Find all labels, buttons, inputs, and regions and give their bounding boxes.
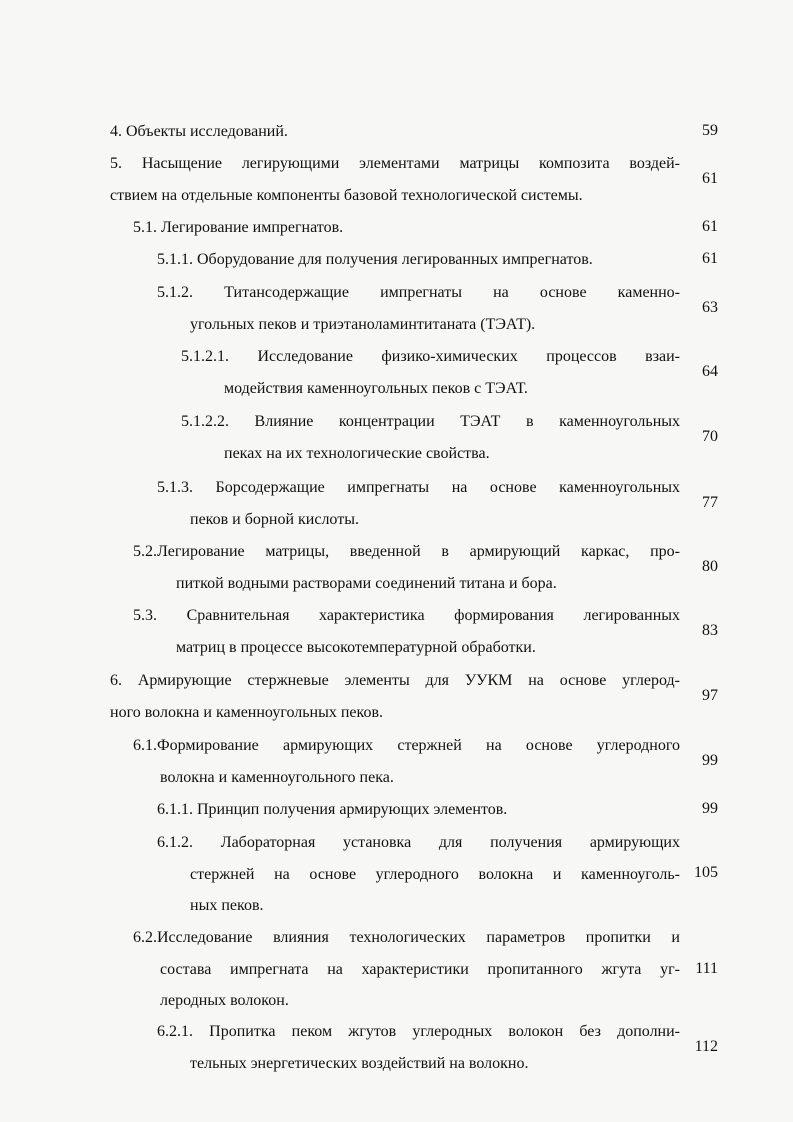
toc-page-number: 61 [702,218,718,235]
toc-entry-title [133,212,680,244]
toc-entry-title [133,730,680,793]
toc-line: 6. Армирующие стержневые элементы для УУКМ на основе углерод- [110,672,680,689]
toc-line: 5.1.1. Оборудование для получения легированных импрегнатов. [157,251,593,268]
toc-entry-title [157,244,680,276]
toc-entry-5-2[interactable] [0,536,793,600]
toc-page-number: 63 [702,299,718,316]
toc-entry-title [157,277,680,340]
toc-page-number: 64 [702,363,718,380]
toc-entry-6-1[interactable] [0,730,793,794]
toc-page-number: 70 [702,428,718,445]
toc-entry-5-1-3[interactable] [0,472,793,536]
toc-page-number: 97 [702,687,718,704]
toc-line: ного волокна и каменноугольных пеков. [110,703,384,721]
toc-entry-5-1[interactable] [0,212,793,244]
toc-entry-5-1-2[interactable] [0,277,793,341]
toc-page-number: 83 [702,622,718,639]
toc-line: стержней на основе углеродного волокна и каменноуголь- [190,865,680,883]
toc-entry-title [157,1016,680,1079]
toc-line: модействия каменноугольных пеков с ТЭАТ. [224,379,528,397]
toc-line: волокна и каменноугольного пека. [160,768,394,786]
toc-line: ствием на отдельные компоненты базовой технологической системы. [110,186,583,204]
toc-entry-title [110,148,680,211]
toc-entry-6-2-1[interactable] [0,1016,793,1080]
toc-line: питкой водными растворами соединений титана и бора. [176,574,557,592]
toc-entry-title [110,116,680,148]
toc-page-number: 111 [695,960,718,977]
toc-entry-title [133,600,680,663]
toc-line: пеков и борной кислоты. [190,510,359,528]
toc-line: 5.3. Сравнительная характеристика формирования легированных [133,607,680,624]
toc-page-number: 61 [702,170,718,187]
toc-line: 5.1. Легирование импрегнатов. [133,219,344,236]
toc-entry-4[interactable] [0,116,793,148]
toc-line: пеках на их технологические свойства. [224,444,490,462]
toc-line: 5. Насыщение легирующими элементами матрицы композита воздей- [110,155,680,172]
toc-line: 5.2.Легирование матрицы, введенной в армирующий каркас, про- [133,543,680,560]
toc-entry-title [110,665,680,728]
toc-line: 6.1.2. Лабораторная установка для получения армирующих [157,834,680,851]
toc-entry-6[interactable] [0,665,793,729]
toc-entry-6-1-2[interactable] [0,827,793,923]
toc-entry-title [133,536,680,599]
toc-entry-5-1-2-1[interactable] [0,341,793,405]
toc-entry-6-2[interactable] [0,922,793,1018]
toc-line: ных пеков. [190,897,264,914]
toc-line: состава импрегната на характеристики пропитанного жгута уг- [160,960,680,978]
toc-line: тельных энергетических воздействий на волокно. [190,1054,529,1072]
toc-entry-title [157,794,680,826]
toc-line: 5.1.2. Титансодержащие импрегнаты на основе каменно- [157,284,680,301]
toc-line: 5.1.3. Борсодержащие импрегнаты на основе каменноугольных [157,479,680,496]
toc-entry-5-1-1[interactable] [0,244,793,276]
toc-entry-title [181,406,680,469]
toc-line: угольных пеков и триэтаноламинтитаната (ТЭАТ). [190,315,536,333]
toc-entry-5[interactable] [0,148,793,212]
toc-entry-5-1-2-2[interactable] [0,406,793,470]
toc-line: 6.2.Исследование влияния технологических параметров пропитки и [133,929,680,946]
toc-page-number: 112 [694,1038,718,1055]
toc-entry-6-1-1[interactable] [0,794,793,826]
toc-page-number: 77 [702,494,718,511]
toc-line: 6.2.1. Пропитка пеком жгутов углеродных волокон без дополни- [157,1023,680,1040]
toc-line: 6.1.Формирование армирующих стержней на основе углеродного [133,737,680,754]
toc-entry-title [181,341,680,404]
toc-page-number: 105 [694,864,718,881]
toc-line: матриц в процессе высокотемпературной обработки. [176,638,536,656]
toc-page-number: 61 [702,250,718,267]
toc-page-number: 80 [702,558,718,575]
toc-page-number: 99 [702,800,718,817]
toc-line: 6.1.1. Принцип получения армирующих элементов. [157,801,508,818]
toc-line: 5.1.2.2. Влияние концентрации ТЭАТ в каменноугольных [181,413,680,430]
toc-entry-title [157,827,680,922]
toc-entry-title [133,922,680,1017]
toc-line: леродных волокон. [160,992,289,1009]
toc-line: 5.1.2.1. Исследование физико-химических процессов взаи- [181,348,680,365]
toc-page-number: 99 [702,752,718,769]
toc-entry-5-3[interactable] [0,600,793,664]
toc-entry-title [157,472,680,535]
toc-page-number: 59 [702,122,718,139]
toc-line: 4. Объекты исследований. [110,123,288,140]
